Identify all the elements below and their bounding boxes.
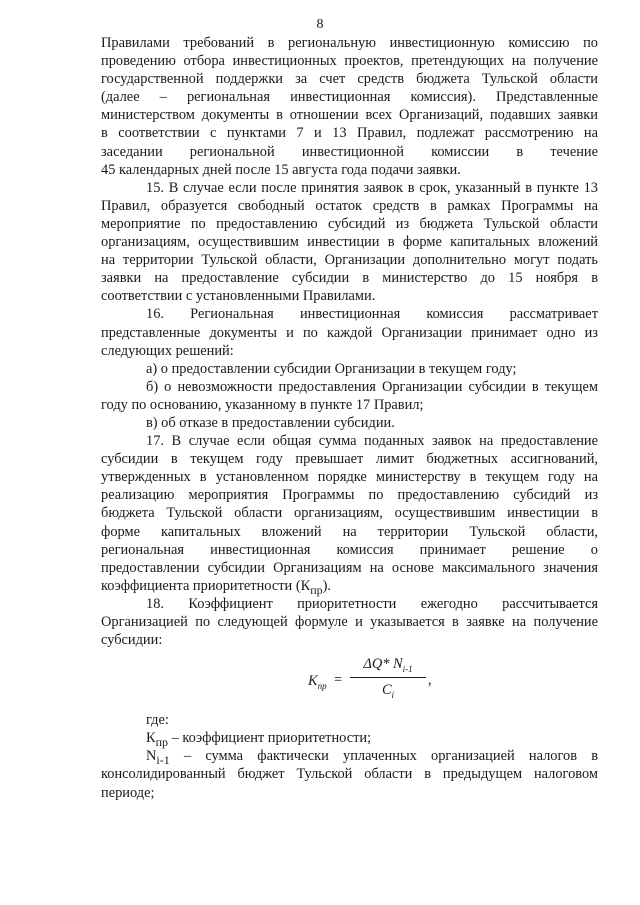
text-line: региональная инвестиционная комиссия принимает решение о [101, 541, 598, 558]
formula-fraction [350, 655, 426, 699]
formula-comma: , [428, 672, 432, 689]
list-item: а) о предоставлении субсидии Организации в текущем году; [146, 360, 517, 377]
text-line: бюджета Тульской области организациям, осуществившим инвестиции в [101, 505, 598, 522]
text-line: реализацию мероприятия Программы по предоставлению субсидий из [101, 487, 598, 504]
formula-symbol: C [381, 682, 392, 699]
symbol: N [146, 748, 157, 765]
paragraph-15 [101, 179, 598, 306]
text-line: утвержденных в установленном порядке министерству в текущем году на [101, 469, 598, 486]
text-line: предоставлении субсидии Организациям на основе максимального значения [101, 559, 598, 576]
text-line: субсидии в текущем году превышает лимит бюджетных ассигнований, [101, 451, 598, 468]
priority-coefficient-formula [101, 655, 598, 707]
document-body [101, 34, 598, 802]
symbol: К [146, 730, 156, 747]
subscript: пр [310, 582, 323, 597]
text-line: 17. В случае если общая сумма поданных заявок на предоставление [146, 433, 598, 450]
text-line: 16. Региональная инвестиционная комиссия рассматривает [146, 306, 598, 323]
text-line: государственной поддержки за счет средств бюджета Тульской области [101, 71, 598, 88]
formula-lhs [308, 672, 327, 690]
definition-text: – сумма фактически уплаченных организацией налогов в [169, 748, 598, 765]
subscript: i [391, 690, 395, 701]
text-line: (далее – региональная инвестиционная комиссия). Представленные [101, 89, 598, 106]
text-line: на территории Тульской области, Организации дополнительно могут подать [101, 252, 598, 269]
text-line: 45 календарных дней после 15 августа года подачи заявки. [101, 161, 461, 178]
text-line: форме капитальных вложений на территории Тульской области, [101, 523, 598, 540]
text-line: субсидии: [101, 632, 163, 649]
text-line: Организацией по следующей формуле и указывается в заявке на получение [101, 614, 598, 630]
paragraph-18 [101, 595, 598, 649]
formula-equals: = [334, 672, 343, 689]
text-line: организациям, осуществившим инвестиции в форме капитальных вложений [101, 234, 598, 251]
text-line [101, 577, 598, 595]
subscript: пр [155, 735, 169, 750]
text-line: 15. В случае если после принятия заявок в срок, указанный в пункте 13 [146, 179, 598, 196]
text-line: заявки на предоставление субсидии в министерство до 15 ноября в [101, 270, 598, 287]
definition-k [101, 729, 598, 750]
text-line: следующих решений: [101, 342, 234, 359]
list-item: б) о невозможности предоставления Организации субсидии в текущем [146, 378, 598, 395]
formula-symbol: K [308, 673, 318, 690]
list-item: в) об отказе в предоставлении субсидии. [146, 414, 395, 431]
where-label: где: [146, 712, 169, 729]
text-line: министерством документы в отношении всех Организаций, подавших заявки [101, 107, 598, 124]
subscript: i-1 [402, 664, 413, 675]
text-line: 18. Коэффициент приоритетности ежегодно рассчитывается [146, 595, 598, 612]
text-line: проведению отбора инвестиционных проектов, претендующих на получение [101, 53, 598, 70]
subscript: пр [317, 681, 327, 692]
text-line: году по основанию, указанному в пункте 17 Правил; [101, 396, 424, 413]
text-line: представленные документы и по каждой Организации принимает одно из [101, 324, 598, 341]
text-line: соответствии с установленными Правилами. [101, 288, 376, 305]
formula-symbol: ΔQ* N [363, 656, 403, 673]
subscript: i-1 [156, 753, 170, 768]
definitions [101, 711, 598, 801]
text-line: периоде; [101, 784, 155, 801]
paragraph-17 [101, 432, 598, 595]
formula-denominator [350, 681, 426, 699]
paragraph-intro [101, 34, 598, 179]
text-line: в соответствии с пунктами 7 и 13 Правил, подлежат рассмотрению на [101, 125, 598, 142]
text-line: Правилами требований в региональную инвестиционную комиссию по [101, 35, 598, 51]
text-fragment: коэффициента приоритетности (К [101, 577, 311, 594]
page-number: 8 [316, 17, 324, 32]
formula-numerator [350, 655, 426, 673]
text-line: Правил, образуется свободный остаток средств в рамках Программы на [101, 197, 598, 214]
fraction-bar [350, 677, 426, 678]
text-line: заседании региональной инвестиционной комиссии в течение [101, 143, 598, 160]
text-line: консолидированный бюджет Тульской области в предыдущем налоговом [101, 766, 598, 783]
paragraph-16 [101, 305, 598, 432]
definition-n [101, 747, 598, 768]
definition-text: – коэффициент приоритетности; [168, 730, 372, 747]
text-line: мероприятие по предоставлению субсидий из бюджета Тульской области [101, 215, 598, 232]
text-fragment: ). [322, 577, 332, 594]
